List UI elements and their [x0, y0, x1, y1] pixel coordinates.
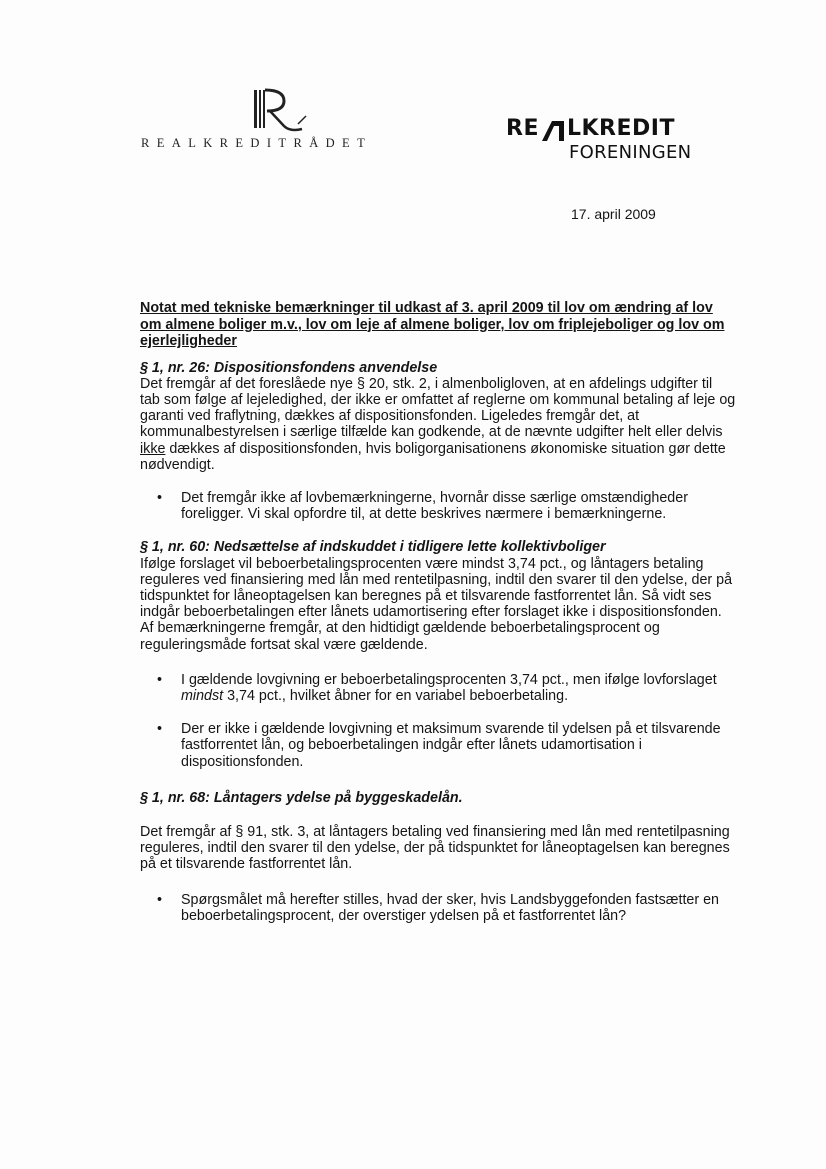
realkreditforeningen-logo: [506, 117, 706, 163]
bullet-list: [140, 672, 736, 770]
section-paragraph: Det fremgår af § 91, stk. 3, at låntagers betaling ved finansiering med lån med rentetilpasning reguleres, indtil den svarer til den ydelse, der på tidspunktet for låneoptagelsen kan beregnes på et tilsvarende fastforrentet lån.: [140, 823, 730, 873]
bullet-glyph: •: [157, 671, 163, 688]
document-date: 17. april 2009: [571, 206, 656, 222]
bullet-list: [140, 490, 736, 522]
realkreditforeningen-logo-line2: FORENINGEN: [569, 142, 692, 163]
roof-mark-icon: [540, 119, 566, 141]
logo-text-right: LKREDIT: [566, 116, 675, 141]
bullet-item: • Det fremgår ikke af lovbemærkningerne, hvornår disse særlige omstændigheder foreligger. Vi skal opfordre til, at dette beskrives nærmere i bemærkningerne.: [157, 489, 688, 523]
section-heading: § 1, nr. 26: Dispositionsfondens anvendelse: [140, 359, 438, 376]
bullet-item: • Der er ikke i gældende lovgivning et maksimum svarende til ydelsen på et tilsvarende fastforrentet lån, og beboerbetalingen indgår efter lånets udamortisation i dispositionsfonden.: [157, 721, 721, 770]
bullet-item: • Spørgsmålet må herefter stilles, hvad der sker, hvis Landsbyggefonden fastsætter en beboerbetalingsprocent, der overstiger ydelsen på et fastforrentet lån?: [157, 891, 719, 924]
realkreditforeningen-logo-line1: [506, 117, 706, 141]
document-body: [140, 300, 736, 924]
realkreditraadet-wordmark: REALKREDITRÅDET: [141, 136, 373, 150]
logo-text-left: RE: [506, 116, 539, 141]
document-title: Notat med tekniske bemærkninger til udkast af 3. april 2009 til lov om ændring af lov om almene boliger m.v., lov om leje af almene boliger, lov om friplejeboliger og lov om ejerlejligheder: [140, 300, 725, 349]
section-heading: § 1, nr. 60: Nedsættelse af indskuddet i tidligere lette kollektivboliger: [140, 539, 606, 556]
realkreditraadet-monogram-logo: [250, 86, 310, 136]
bullet-glyph: •: [157, 721, 163, 738]
section-heading: § 1, nr. 68: Låntagers ydelse på byggeskadelån.: [140, 789, 463, 806]
bullet-item: • I gældende lovgivning er beboerbetalingsprocenten 3,74 pct., men ifølge lovforslaget mindst 3,74 pct., hvilket åbner for en variabel beboerbetaling.: [157, 671, 717, 704]
section-paragraph: Ifølge forslaget vil beboerbetalingsprocenten være mindst 3,74 pct., og låntagers betaling reguleres ved finansiering med lån med rentetilpasning, indtil den svarer til den ydelse, der på tidspunktet for låneoptagelsen kan beregnes på et tilsvarende fastforrentet lån. Så vidt ses indgår beboerbetalingen efter lånets udamortisering efter forslaget ikke i dispositionsfonden. Af bemærkningerne fremgår, at den hidtidigt gældende beboerbetalingsprocent og reguleringsmåde fortsat skal være gældende.: [140, 555, 733, 653]
bullet-list: [140, 892, 736, 924]
italic-word: mindst: [181, 687, 224, 704]
bullet-glyph: •: [157, 489, 163, 506]
section-paragraph: Det fremgår af det foreslåede nye § 20, stk. 2, i almenboligloven, at en afdelings udgifter til tab som følge af lejeledighed, der ikke er omfattet af reglerne om kommunal betaling af leje og garanti ved fraflytning, dækkes af dispositionsfonden. Ligeledes fremgår det, at kommunalbestyrelsen i særlige tilfælde kan godkende, at de nævnte udgifter helt eller delvis ikke dækkes af dispositionsfonden, hvis boligorganisationens økonomiske situation gør dette nødvendigt.: [140, 375, 736, 473]
underlined-word: ikke: [140, 440, 166, 457]
bullet-glyph: •: [157, 891, 163, 908]
